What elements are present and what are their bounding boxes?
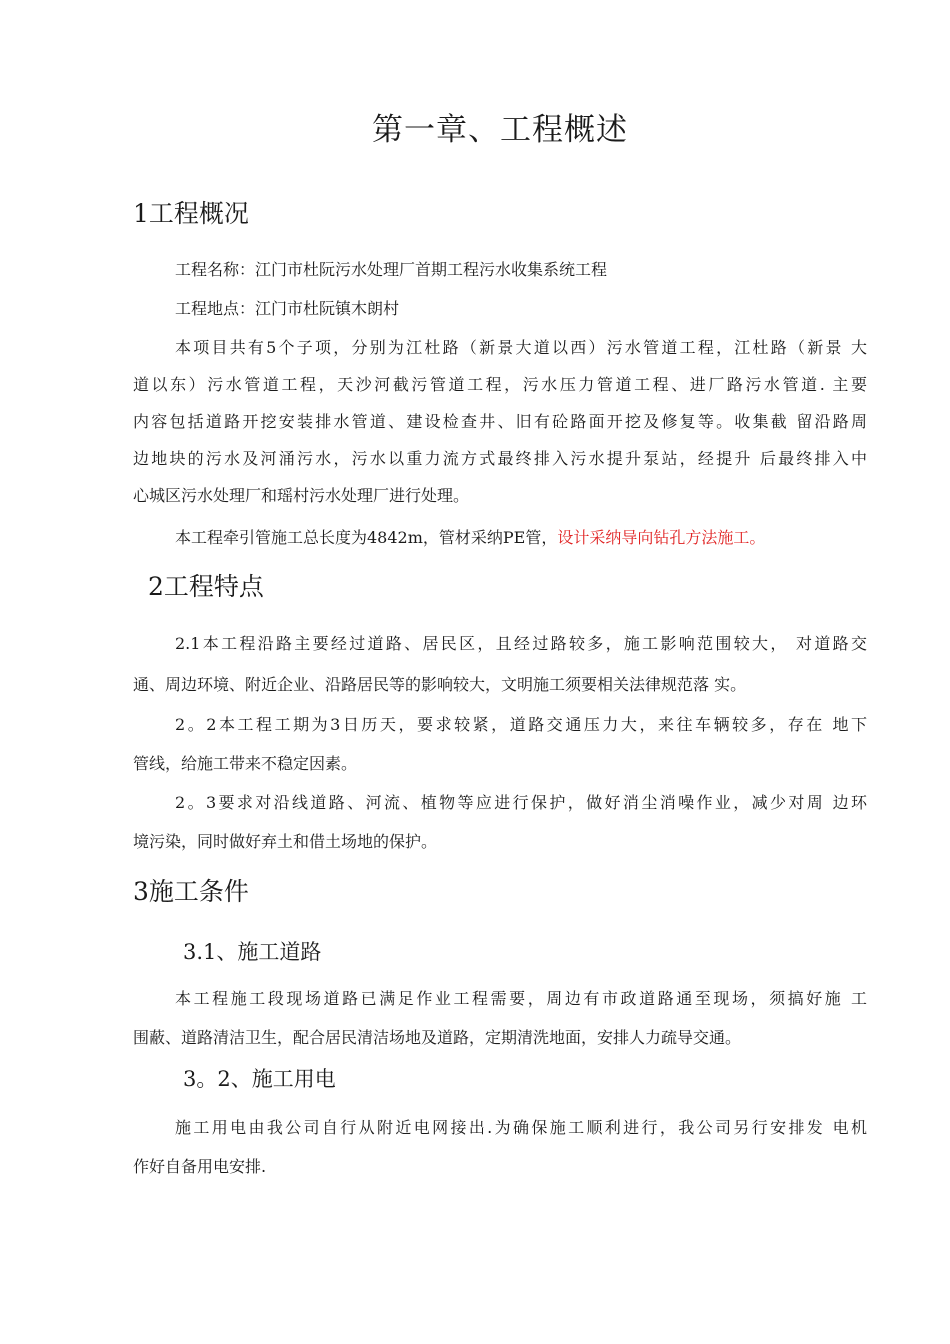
project-scope-line-2: 道以东）污水管道工程，天沙河截污管道工程，污水压力管道工程、进厂路污水管道. 主要 (133, 375, 867, 394)
feature-2-3-line-2: 境污染，同时做好弃土和借土场地的保护。 (133, 832, 438, 851)
pipe-length-text: 本工程牵引管施工总长度为4842m，管材采纳PE管， (175, 528, 558, 547)
section-3-heading: 3施工条件 (133, 877, 249, 906)
project-scope-line-1: 本项目共有5个子项，分别为江杜路（新景大道以西）污水管道工程，江杜路（新景 大 (175, 338, 867, 357)
construction-method-highlight: 设计采纳导向钻孔方法施工。 (557, 528, 766, 547)
feature-2-3-line-1: 2。3要求对沿线道路、河流、植物等应进行保护，做好消尘消噪作业，减少对周 边环 (175, 793, 867, 812)
road-condition-line-2: 围蔽、道路清洁卫生，配合居民清洁场地及道路，定期清洗地面，安排人力疏导交通。 (133, 1028, 742, 1047)
project-scope-line-5: 心城区污水处理厂和瑶村污水处理厂进行处理。 (133, 486, 470, 505)
subsection-3-1-heading: 3.1、施工道路 (183, 940, 322, 964)
feature-2-2-line-2: 管线，给施工带来不稳定因素。 (133, 754, 358, 773)
project-location-line: 工程地点：江门市杜阮镇木朗村 (175, 299, 400, 318)
section-2-heading: 2工程特点 (148, 572, 264, 601)
section-1-heading: 1工程概况 (133, 199, 249, 228)
project-scope-line-4: 边地块的污水及河涌污水，污水以重力流方式最终排入污水提升泵站，经提升 后最终排入中 (133, 449, 867, 468)
power-supply-line-2: 作好自备用电安排. (133, 1157, 267, 1176)
project-name-line: 工程名称：江门市杜阮污水处理厂首期工程污水收集系统工程 (175, 260, 608, 279)
road-condition-line-1: 本工程施工段现场道路已满足作业工程需要，周边有市政道路通至现场，须搞好施 工 (175, 989, 867, 1008)
feature-2-2-line-1: 2。2本工程工期为3日历天，要求较紧，道路交通压力大，来往车辆较多，存在 地下 (175, 715, 867, 734)
power-supply-line-1: 施工用电由我公司自行从附近电网接出.为确保施工顺利进行，我公司另行安排发 电机 (175, 1118, 867, 1137)
subsection-3-2-heading: 3。2、施工用电 (183, 1067, 336, 1091)
feature-2-1-line-1: 2.1本工程沿路主要经过道路、居民区，且经过路较多，施工影响范围较大， 对道路交 (175, 634, 867, 653)
pipe-length-line (175, 526, 765, 550)
chapter-title: 第一章、工程概述 (372, 112, 628, 148)
project-scope-line-3: 内容包括道路开挖安装排水管道、建设检查井、旧有砼路面开挖及修复等。收集截 留沿路周 (133, 412, 867, 431)
feature-2-1-line-2: 通、周边环境、附近企业、沿路居民等的影响较大，文明施工须要相关法律规范落 实。 (133, 675, 747, 694)
